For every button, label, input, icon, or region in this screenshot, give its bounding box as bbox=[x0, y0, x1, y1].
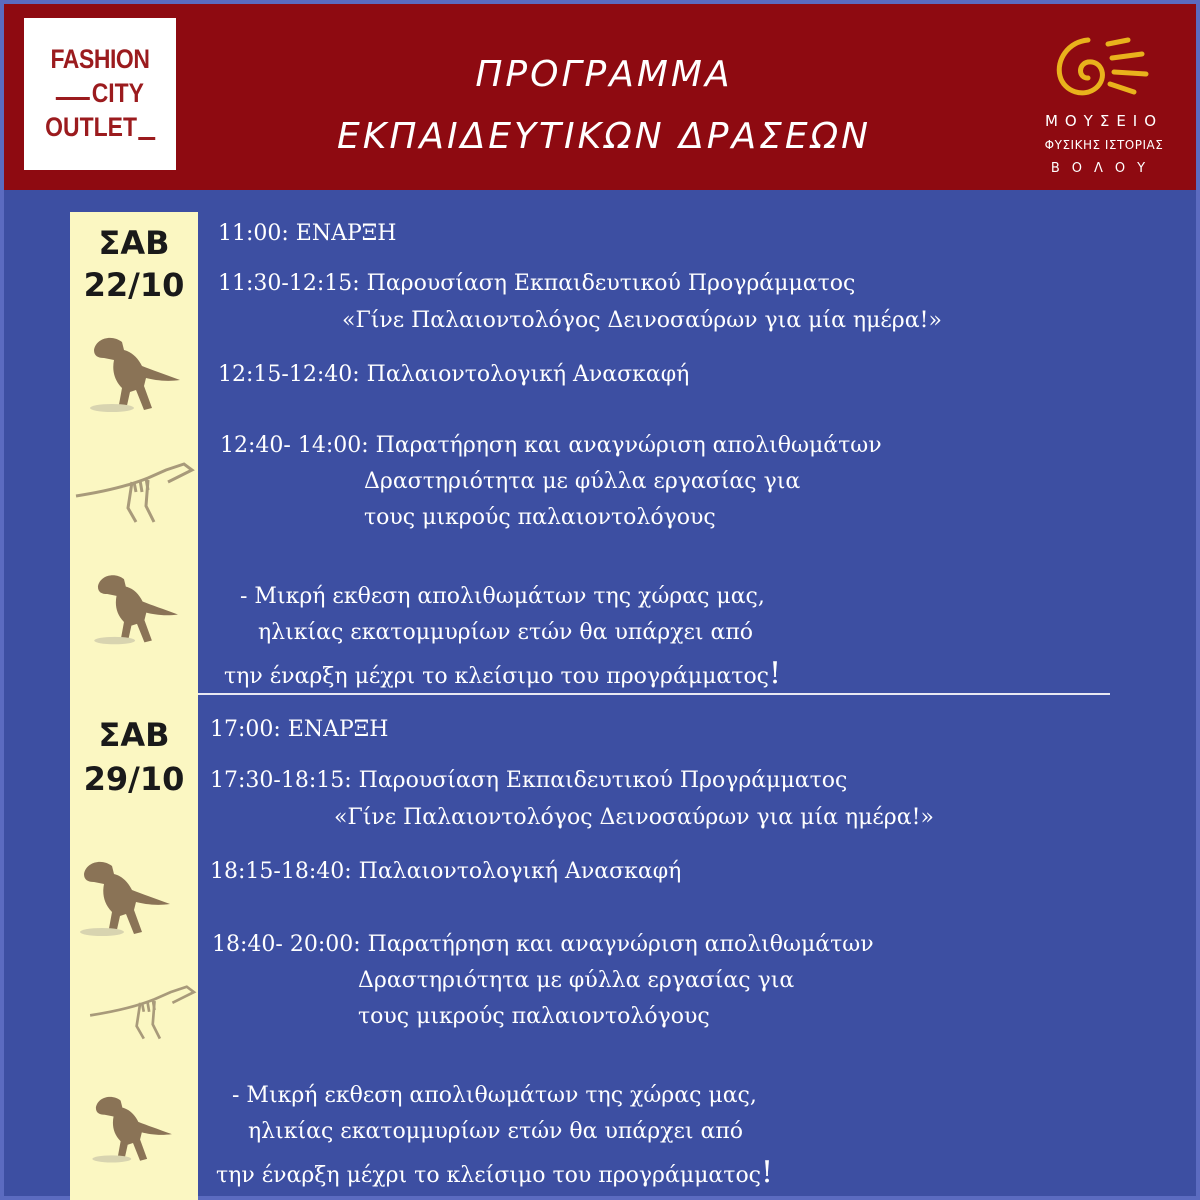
section-divider bbox=[198, 693, 1110, 695]
day-2-excavation: 18:15-18:40: Παλαιοντολογική Ανασκαφή bbox=[210, 859, 682, 884]
day-2-exhibition-line-1: - Μικρή εκθεση απολιθωμάτων της χώρας μας, bbox=[232, 1083, 757, 1108]
t-rex-illustration bbox=[78, 852, 174, 942]
museum-name-line-1: ΜΟΥΣΕΙΟ bbox=[1044, 112, 1164, 130]
logo-line-3-text: OUTLET bbox=[45, 112, 137, 142]
day-2-exhibition-line-2: ηλικίας εκατομμυρίων ετών θα υπάρχει από bbox=[248, 1119, 744, 1144]
day-2-opening: 17:00: ΕΝΑΡΞΗ bbox=[210, 717, 389, 742]
t-rex-illustration bbox=[88, 1090, 178, 1166]
day-2-presentation-title: «Γίνε Παλαιοντολόγος Δεινοσαύρων για μία ημέρα!» bbox=[334, 805, 934, 830]
day-1-activity-audience: τους μικρούς παλαιοντολόγους bbox=[364, 505, 716, 530]
logo-line-2 bbox=[35, 78, 164, 109]
logo-line-1: FASHION bbox=[50, 44, 150, 74]
t-rex-illustration bbox=[92, 568, 182, 648]
day-2-date: 29/10 bbox=[83, 760, 185, 798]
museum-name-line-3: ΒΟΛΟΥ bbox=[1050, 161, 1158, 176]
day-2-activity: Δραστηριότητα με φύλλα εργασίας για bbox=[358, 968, 795, 993]
header-banner bbox=[4, 4, 1196, 190]
day-2-exhibition-line-3 bbox=[216, 1155, 773, 1190]
logo-line-3 bbox=[35, 112, 164, 143]
day-1-presentation-time: 11:30-12:15: Παρουσίαση Εκπαιδευτικού Προγράμματος bbox=[218, 271, 856, 296]
t-rex-illustration bbox=[88, 330, 184, 416]
page-title-line-1: ΠΡΟΓΡΑΜΜΑ bbox=[475, 54, 733, 95]
day-1-name: ΣΑΒ bbox=[98, 224, 170, 262]
day-1-exhibition-line-3 bbox=[224, 656, 781, 691]
day-1-excavation: 12:15-12:40: Παλαιοντολογική Ανασκαφή bbox=[218, 362, 690, 387]
day-1-exclamation: ! bbox=[769, 656, 782, 691]
day-1-exhibition-text: την έναρξη μέχρι το κλείσιμο του προγράμματος bbox=[224, 664, 770, 689]
museum-sun-spiral-icon bbox=[1050, 32, 1160, 102]
day-2-activity-audience: τους μικρούς παλαιοντολόγους bbox=[358, 1004, 710, 1029]
day-1-observation: 12:40- 14:00: Παρατήρηση και αναγνώριση απολιθωμάτων bbox=[220, 433, 882, 458]
day-2-exclamation: ! bbox=[761, 1155, 774, 1190]
fashion-city-outlet-logo bbox=[24, 18, 176, 170]
t-rex-skeleton-illustration bbox=[86, 976, 198, 1044]
day-1-presentation-title: «Γίνε Παλαιοντολόγος Δεινοσαύρων για μία ημέρα!» bbox=[342, 308, 942, 333]
t-rex-skeleton-illustration bbox=[72, 452, 196, 528]
day-1-exhibition-line-1: - Μικρή εκθεση απολιθωμάτων της χώρας μας, bbox=[240, 584, 765, 609]
day-1-exhibition-line-2: ηλικίας εκατομμυρίων ετών θα υπάρχει από bbox=[258, 620, 754, 645]
museum-name-line-2: ΦΥΣΙΚΗΣ ΙΣΤΟΡΙΑΣ bbox=[1044, 138, 1164, 152]
day-2-exhibition-text: την έναρξη μέχρι το κλείσιμο του προγράμματος bbox=[216, 1163, 762, 1188]
day-2-presentation-time: 17:30-18:15: Παρουσίαση Εκπαιδευτικού Προγράμματος bbox=[210, 768, 848, 793]
page-title-line-2: ΕΚΠΑΙΔΕΥΤΙΚΩΝ ΔΡΑΣΕΩΝ bbox=[336, 116, 872, 157]
logo-line-2-text: CITY bbox=[91, 78, 144, 108]
day-2-observation: 18:40- 20:00: Παρατήρηση και αναγνώριση απολιθωμάτων bbox=[212, 932, 874, 957]
day-1-activity: Δραστηριότητα με φύλλα εργασίας για bbox=[364, 469, 801, 494]
day-1-opening: 11:00: ΕΝΑΡΞΗ bbox=[218, 221, 397, 246]
day-2-name: ΣΑΒ bbox=[98, 716, 170, 754]
day-1-date: 22/10 bbox=[83, 266, 185, 304]
